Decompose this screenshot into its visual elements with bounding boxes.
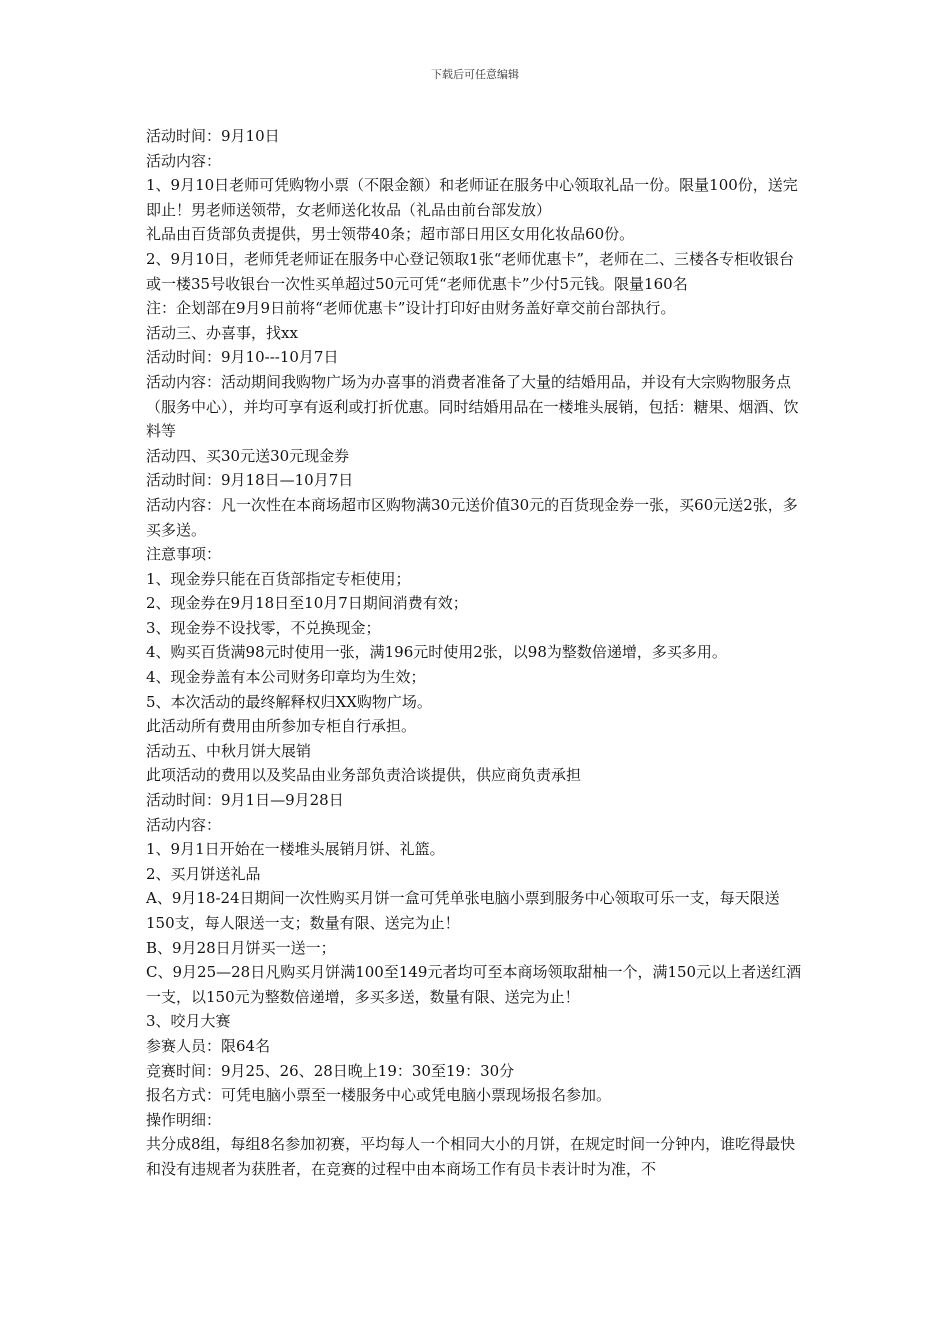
text-line: 此活动所有费用由所参加专柜自行承担。 [146,717,417,736]
text-line: 活动内容：活动期间我购物广场为办喜事的消费者准备了大量的结婚用品，并设有大宗购物服务点（服务中心），并均可享有返利或打折优惠。同时结婚用品在一楼堆头展销，包括：糖果、烟酒、饮料等 [146,372,799,441]
text-line: 竞赛时间：9月25、26、28日晚上19：30至19：30分 [146,1061,515,1080]
text-line: 活动四、买30元送30元现金券 [146,446,350,465]
text-line: 参赛人员：限64名 [146,1036,271,1055]
text-line: 活动五、中秋月饼大展销 [146,741,312,760]
text-line: 此项活动的费用以及奖品由业务部负责洽谈提供，供应商负责承担 [146,766,582,785]
text-line: 2、现金券在9月18日至10月7日期间消费有效； [146,594,468,613]
text-line: 3、现金券不设找零，不兑换现金； [146,618,381,637]
text-line: 1、9月1日开始在一楼堆头展销月饼、礼篮。 [146,840,445,859]
page-header: 下载后可任意编辑 [431,68,519,81]
text-line: B、9月28日月饼买一送一； [146,938,336,957]
text-line: 4、现金券盖有本公司财务印章均为生效； [146,668,426,687]
text-line: 5、本次活动的最终解释权归XX购物广场。 [146,692,432,711]
text-line: 2、买月饼送礼品 [146,864,261,883]
text-line: 活动时间：9月10---10月7日 [146,348,339,367]
text-line: 礼品由百货部负责提供，男士领带40条；超市部日用区女用化妆品60份。 [146,225,635,244]
text-line: 活动时间：9月1日—9月28日 [146,791,344,810]
text-line: 3、咬月大赛 [146,1012,231,1031]
text-line: 活动时间：9月18日—10月7日 [146,471,354,490]
text-line: 活动内容： [146,151,222,170]
text-line: A、9月18-24日期间一次性购买月饼一盒可凭单张电脑小票到服务中心领取可乐一支，每天限送150支，每人限送一支；数量有限、送完为止！ [146,889,780,932]
text-line: 1、9月10日老师可凭购物小票（不限金额）和老师证在服务中心领取礼品一份。限量100份，送完即止！男老师送领带，女老师送化妆品（礼品由前台部发放） [146,176,798,219]
text-line: 报名方式：可凭电脑小票至一楼服务中心或凭电脑小票现场报名参加。 [146,1086,612,1105]
text-line: 共分成8组，每组8名参加初赛，平均每人一个相同大小的月饼，在规定时间一分钟内，谁吃得最快和没有违规者为获胜者，在竞赛的过程中由本商场工作有员卡表计时为准，不 [146,1135,796,1178]
text-line: 活动三、办喜事，找xx [146,323,298,342]
text-line: 操作明细： [146,1110,222,1129]
text-line: 4、购买百货满98元时使用一张，满196元时使用2张，以98为整数倍递增，多买多用。 [146,643,727,662]
text-line: 注意事项： [146,545,222,564]
text-line: 2、9月10日，老师凭老师证在服务中心登记领取1张“老师优惠卡”，老师在二、三楼各专柜收银台或一楼35号收银台一次性买单超过50元可凭“老师优惠卡”少付5元钱。限量160名 [146,249,795,293]
text-line: 活动内容：凡一次性在本商场超市区购物满30元送价值30元的百货现金券一张，买60元送2张，多买多送。 [146,495,798,539]
text-line: C、9月25—28日凡购买月饼满100至149元者均可至本商场领取甜柚一个，满150元以上者送红酒一支，以150元为整数倍递增，多买多送，数量有限、送完为止！ [146,963,802,1006]
text-line: 1、现金券只能在百货部指定专柜使用； [146,569,411,588]
document-body [146,124,808,1182]
text-line: 注：企划部在9月9日前将“老师优惠卡”设计打印好由财务盖好章交前台部执行。 [146,299,676,318]
text-line: 活动内容： [146,815,222,834]
text-line: 活动时间：9月10日 [146,127,280,145]
